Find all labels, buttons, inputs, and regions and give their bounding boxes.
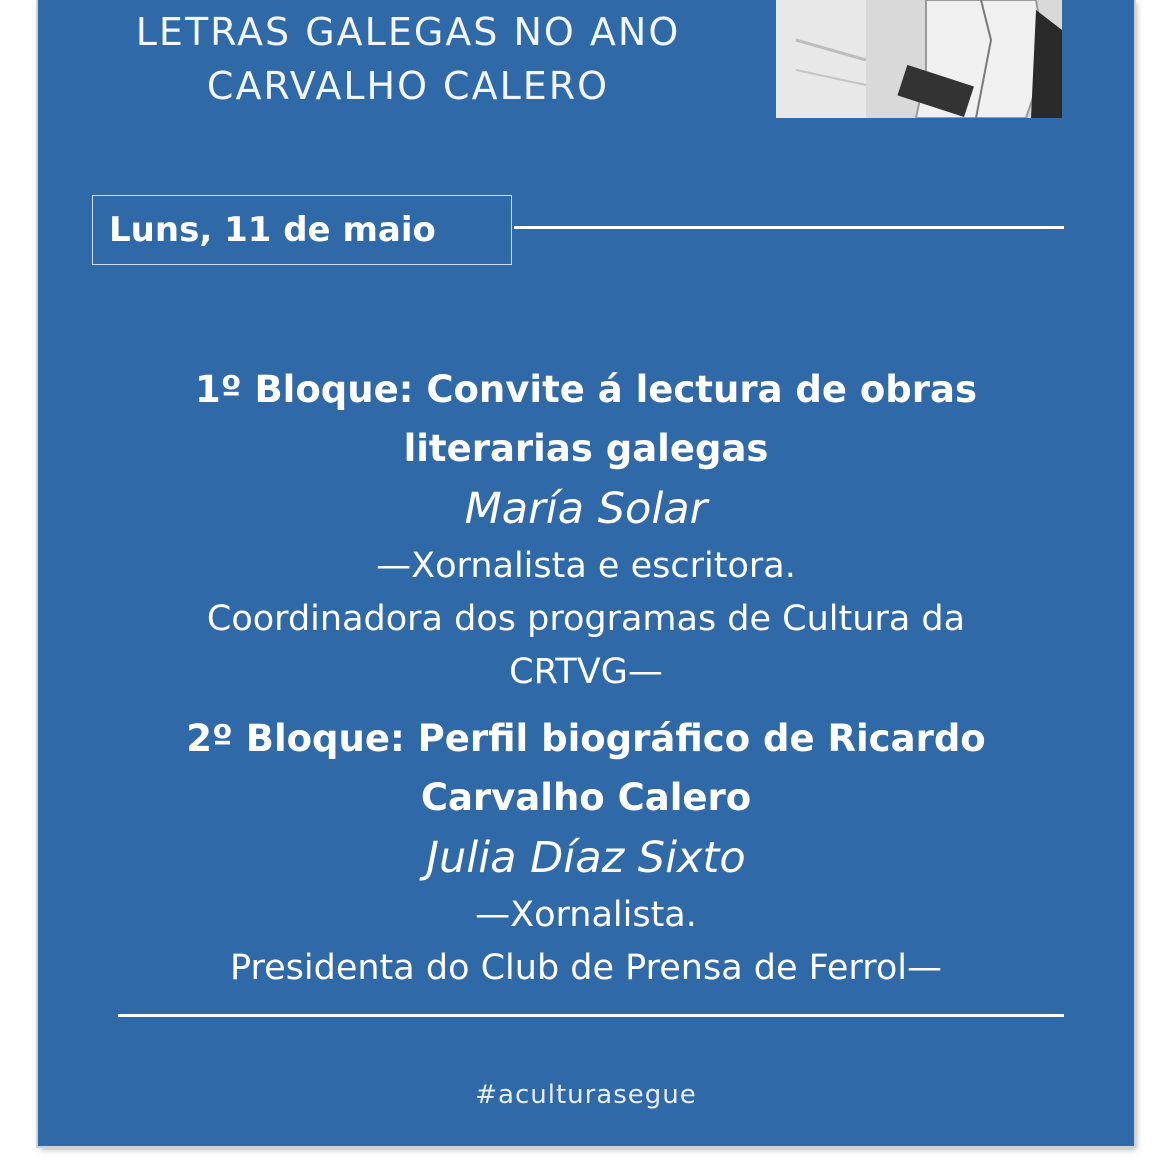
poster-title-line-1: LETRAS GALEGAS NO ANO [135,10,681,54]
block-2-title-line-2: Carvalho Calero [420,776,752,819]
block-1-title-line-1: 1º Bloque: Convite á lectura de obras [194,368,978,411]
block-2-role-line-1: —Xornalista. [475,895,697,935]
block-2-role-line-2: Presidenta do Club de Prensa de Ferrol— [230,948,942,988]
portrait-illustration [776,0,1062,118]
date-box [92,195,512,265]
event-date: Luns, 11 de maio [109,210,436,250]
block-1-role-line-1: —Xornalista e escritora. [376,546,796,586]
block-2-title-line-1: 2º Bloque: Perfil biográfico de Ricardo [186,717,986,760]
bottom-divider [118,1014,1064,1017]
block-1-role-line-3: CRTVG— [509,652,663,692]
portrait-photo [776,0,1062,118]
block-1-speaker: María Solar [464,484,708,534]
block-2 [98,709,1074,995]
block-2-speaker: Julia Díaz Sixto [426,833,746,883]
program-content [98,360,1074,995]
date-divider [514,226,1064,229]
event-poster [38,0,1134,1146]
block-1-title-line-2: literarias galegas [403,427,769,470]
hashtag: #aculturasegue [475,1080,697,1110]
block-spacer [98,699,1074,709]
block-1-role-line-2: Coordinadora dos programas de Cultura da [206,599,966,639]
poster-title-line-2: CARVALHO CALERO [206,64,610,108]
block-1 [98,360,1074,699]
